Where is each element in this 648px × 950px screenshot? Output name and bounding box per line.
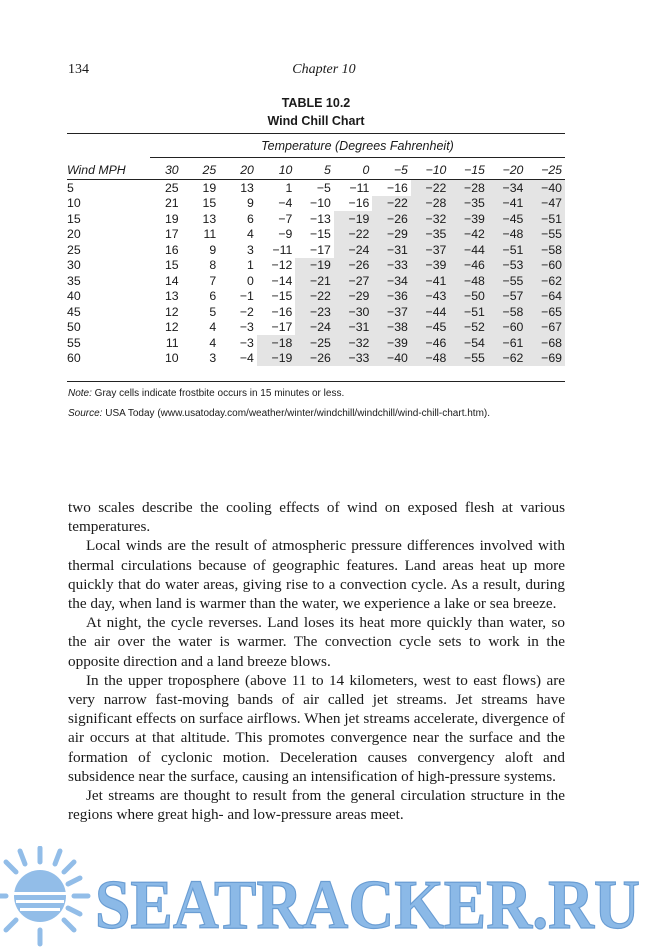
table-row bbox=[67, 258, 565, 274]
frostbite-cell: −60 bbox=[526, 258, 565, 274]
table-row bbox=[67, 335, 565, 351]
page-number: 134 bbox=[68, 62, 89, 77]
frostbite-cell: −31 bbox=[372, 242, 411, 258]
paragraph: two scales describe the cooling effects of wind on exposed flesh at various temperatures. bbox=[68, 499, 565, 536]
frostbite-cell: −44 bbox=[449, 242, 488, 258]
frostbite-cell: −61 bbox=[488, 335, 527, 351]
frostbite-cell: −40 bbox=[526, 180, 565, 196]
temp-col-header: 20 bbox=[240, 162, 254, 177]
wind-chill-cell: 7 bbox=[209, 273, 217, 288]
frostbite-cell: −22 bbox=[295, 289, 334, 305]
wind-chill-cell: −11 bbox=[349, 180, 370, 195]
temp-col-header: −5 bbox=[393, 162, 408, 177]
wind-chill-cell: −3 bbox=[239, 335, 254, 350]
wind-chill-cell: 11 bbox=[203, 227, 217, 242]
frostbite-cell: −29 bbox=[372, 227, 411, 243]
frostbite-cell: −45 bbox=[488, 211, 527, 227]
table-bottom-rule bbox=[67, 381, 565, 382]
paragraph: Local winds are the result of atmospheric pressure differences involved with thermal circulations because of geographic features. Land areas heat up more quickly that do water areas, giving rise to a convection cycle. As a result, during the day, when land is warmer than the water, we experience a lake or sea breeze. bbox=[68, 537, 565, 613]
wind-speed-cell: 20 bbox=[67, 227, 81, 242]
chapter-title: Chapter 10 bbox=[292, 62, 356, 77]
wind-chill-cell: 15 bbox=[164, 258, 179, 273]
frostbite-cell: −58 bbox=[488, 304, 527, 320]
frostbite-cell: −28 bbox=[411, 196, 450, 212]
frostbite-cell: −26 bbox=[295, 351, 334, 367]
frostbite-cell: −32 bbox=[334, 335, 373, 351]
table-row bbox=[67, 320, 565, 336]
watermark bbox=[0, 846, 648, 950]
wind-chill-cell: 9 bbox=[209, 242, 217, 257]
paragraph: At night, the cycle reverses. Land loses its heat more quickly than water, so the air over the water is warmer. The convection cycle sets to work in the opposite direction and a land breeze blows. bbox=[68, 614, 565, 670]
wind-speed-cell: 15 bbox=[67, 211, 81, 226]
wind-speed-cell: 50 bbox=[67, 320, 81, 335]
temp-col-header: −10 bbox=[425, 162, 447, 177]
temperature-group-header: Temperature (Degrees Fahrenheit) bbox=[261, 139, 454, 153]
frostbite-cell: −34 bbox=[372, 273, 411, 289]
wind-speed-cell: 55 bbox=[67, 335, 81, 350]
frostbite-cell: −33 bbox=[334, 351, 373, 367]
frostbite-cell: −60 bbox=[488, 320, 527, 336]
wind-chill-cell: −10 bbox=[310, 196, 331, 211]
temp-col-header: 0 bbox=[362, 162, 370, 177]
wind-chill-cell: −13 bbox=[310, 211, 331, 226]
temp-col-header: 25 bbox=[202, 162, 217, 177]
wind-chill-cell: 19 bbox=[164, 211, 179, 226]
frostbite-cell: −19 bbox=[295, 258, 334, 274]
table-header-row bbox=[67, 160, 565, 180]
frostbite-cell: −37 bbox=[411, 242, 450, 258]
wind-chill-cell: −2 bbox=[239, 304, 254, 319]
table-note bbox=[68, 388, 344, 399]
frostbite-cell: −26 bbox=[334, 258, 373, 274]
table-row bbox=[67, 273, 565, 289]
frostbite-cell: −40 bbox=[372, 351, 411, 367]
frostbite-cell: −25 bbox=[295, 335, 334, 351]
wind-chill-cell: 16 bbox=[164, 242, 179, 257]
frostbite-cell: −68 bbox=[526, 335, 565, 351]
wind-speed-cell: 35 bbox=[67, 273, 81, 288]
table-row bbox=[67, 351, 565, 367]
wind-chill-cell: −5 bbox=[316, 180, 331, 195]
frostbite-cell: −52 bbox=[449, 320, 488, 336]
frostbite-cell: −35 bbox=[449, 196, 488, 212]
frostbite-cell: −22 bbox=[372, 196, 411, 212]
temp-col-header: −20 bbox=[502, 162, 524, 177]
wind-chill-cell: 12 bbox=[164, 304, 179, 319]
frostbite-cell: −22 bbox=[334, 227, 373, 243]
note-text: Gray cells indicate frostbite occurs in 15 minutes or less. bbox=[91, 388, 345, 399]
table-row bbox=[67, 196, 565, 212]
wind-chill-cell: −4 bbox=[278, 196, 293, 211]
table-body bbox=[67, 180, 565, 367]
wind-chill-cell: 13 bbox=[240, 180, 254, 195]
paragraph: In the upper troposphere (above 11 to 14 kilometers, west to east flows) are very narrow fast-moving bands of air called jet streams. Jet streams have significant effects on surface airflows. When jet streams accelerate, divergence of air occurs at that altitude. This promotes convergence near the surface and the formation of cyclonic motion. Deceleration causes convergency aloft and subsidence near the surface, causing an intensification of high-pressure systems. bbox=[68, 671, 565, 785]
paragraph: Jet streams are thought to result from the general circulation structure in the regions where great high- and low-pressure areas meet. bbox=[68, 787, 565, 824]
wind-chill-cell: −16 bbox=[387, 180, 408, 195]
table-row bbox=[67, 227, 565, 243]
frostbite-cell: −24 bbox=[334, 242, 373, 258]
wind-chill-cell: 4 bbox=[247, 227, 254, 242]
source-text: USA Today (www.usatoday.com/weather/winter/windchill/windchill/wind-chill-chart.htm). bbox=[102, 408, 491, 419]
temp-col-header: 10 bbox=[278, 162, 293, 177]
table-source bbox=[68, 408, 490, 419]
frostbite-cell: −57 bbox=[488, 289, 527, 305]
frostbite-cell: −31 bbox=[334, 320, 373, 336]
source-label: Source: bbox=[68, 408, 103, 419]
wind-chill-cell: −11 bbox=[272, 242, 293, 257]
frostbite-cell: −45 bbox=[411, 320, 450, 336]
wind-chill-cell: −3 bbox=[239, 320, 254, 335]
frostbite-cell: −69 bbox=[526, 351, 565, 367]
frostbite-cell: −30 bbox=[334, 304, 373, 320]
wind-speed-cell: 60 bbox=[67, 351, 81, 366]
frostbite-cell: −37 bbox=[372, 304, 411, 320]
wind-chill-cell: 4 bbox=[209, 320, 217, 335]
frostbite-cell: −43 bbox=[411, 289, 450, 305]
wind-chill-cell: 6 bbox=[209, 289, 217, 304]
frostbite-cell: −24 bbox=[295, 320, 334, 336]
frostbite-cell: −28 bbox=[449, 180, 488, 196]
frostbite-cell: −23 bbox=[295, 304, 334, 320]
frostbite-cell: −58 bbox=[526, 242, 565, 258]
frostbite-cell: −48 bbox=[449, 273, 488, 289]
wind-chill-cell: −17 bbox=[310, 242, 331, 257]
wind-chill-cell: 3 bbox=[247, 242, 254, 257]
wind-speed-cell: 25 bbox=[67, 242, 81, 257]
table-top-rule bbox=[67, 133, 565, 134]
wind-chill-cell: −15 bbox=[271, 289, 293, 304]
wind-chill-cell: 11 bbox=[165, 335, 179, 350]
frostbite-cell: −48 bbox=[488, 227, 527, 243]
wind-chill-cell: 15 bbox=[202, 196, 217, 211]
table-number: TABLE 10.2 bbox=[281, 96, 351, 110]
wind-chill-cell: −17 bbox=[271, 320, 293, 335]
wind-chill-cell: 13 bbox=[202, 211, 217, 226]
frostbite-cell: −44 bbox=[411, 304, 450, 320]
frostbite-cell: −47 bbox=[526, 196, 565, 212]
wind-chill-cell: 21 bbox=[164, 196, 179, 211]
frostbite-cell: −41 bbox=[488, 196, 527, 212]
frostbite-cell: −67 bbox=[526, 320, 565, 336]
frostbite-cell: −33 bbox=[372, 258, 411, 274]
wind-chill-cell: 17 bbox=[164, 227, 179, 242]
frostbite-cell: −50 bbox=[449, 289, 488, 305]
watermark-text: SEATRACKER.RU bbox=[95, 867, 640, 944]
wind-chill-cell: 1 bbox=[285, 180, 293, 195]
wind-chill-cell: 0 bbox=[247, 273, 254, 288]
sun-icon bbox=[0, 848, 88, 944]
wind-mph-header: Wind MPH bbox=[67, 162, 126, 177]
table-row bbox=[67, 242, 565, 258]
frostbite-cell: −64 bbox=[526, 289, 565, 305]
frostbite-cell: −36 bbox=[372, 289, 411, 305]
frostbite-cell: −39 bbox=[449, 211, 488, 227]
wind-chill-cell: −1 bbox=[239, 289, 254, 304]
wind-chill-cell: 13 bbox=[164, 289, 179, 304]
frostbite-cell: −54 bbox=[449, 335, 488, 351]
wind-chill-cell: −9 bbox=[278, 227, 293, 242]
frostbite-cell: −55 bbox=[449, 351, 488, 367]
frostbite-cell: −51 bbox=[488, 242, 527, 258]
wind-chill-table bbox=[67, 160, 565, 366]
wind-chill-cell: −7 bbox=[278, 211, 293, 226]
wind-speed-cell: 45 bbox=[67, 304, 81, 319]
frostbite-cell: −34 bbox=[488, 180, 527, 196]
frostbite-cell: −46 bbox=[411, 335, 450, 351]
wind-chill-cell: 10 bbox=[164, 351, 179, 366]
wind-chill-cell: 3 bbox=[209, 351, 217, 366]
body-text bbox=[68, 498, 565, 824]
wind-chill-cell: 4 bbox=[209, 335, 217, 350]
frostbite-cell: −62 bbox=[488, 351, 527, 367]
frostbite-cell: −51 bbox=[526, 211, 565, 227]
frostbite-cell: −19 bbox=[257, 351, 296, 367]
table-row bbox=[67, 180, 565, 196]
frostbite-cell: −38 bbox=[372, 320, 411, 336]
wind-speed-cell: 40 bbox=[67, 289, 81, 304]
frostbite-cell: −53 bbox=[488, 258, 527, 274]
wind-chill-cell: 9 bbox=[247, 196, 254, 211]
frostbite-cell: −48 bbox=[411, 351, 450, 367]
table-row bbox=[67, 304, 565, 320]
temp-col-header: −15 bbox=[464, 162, 485, 177]
frostbite-cell: −42 bbox=[449, 227, 488, 243]
wind-chill-cell: 6 bbox=[247, 211, 254, 226]
wind-chill-cell: 25 bbox=[164, 180, 179, 195]
frostbite-cell: −27 bbox=[334, 273, 373, 289]
wind-chill-cell: 1 bbox=[247, 258, 254, 273]
frostbite-cell: −18 bbox=[257, 335, 296, 351]
frostbite-cell: −35 bbox=[411, 227, 450, 243]
frostbite-cell: −26 bbox=[372, 211, 411, 227]
frostbite-cell: −29 bbox=[334, 289, 373, 305]
wind-speed-cell: 5 bbox=[67, 180, 74, 195]
frostbite-cell: −65 bbox=[526, 304, 565, 320]
frostbite-cell: −39 bbox=[411, 258, 450, 274]
wind-speed-cell: 10 bbox=[67, 196, 81, 211]
wind-chill-cell: −12 bbox=[271, 258, 293, 273]
temp-col-header: 5 bbox=[324, 162, 331, 177]
frostbite-cell: −19 bbox=[334, 211, 373, 227]
frostbite-cell: −21 bbox=[295, 273, 334, 289]
wind-chill-cell: −4 bbox=[239, 351, 254, 366]
frostbite-cell: −41 bbox=[411, 273, 450, 289]
wind-chill-cell: −14 bbox=[271, 273, 293, 288]
frostbite-cell: −62 bbox=[526, 273, 565, 289]
wind-chill-cell: −16 bbox=[348, 196, 370, 211]
wind-speed-cell: 30 bbox=[67, 258, 81, 273]
note-label: Note: bbox=[68, 388, 92, 399]
wind-chill-cell: −16 bbox=[271, 304, 293, 319]
frostbite-cell: −55 bbox=[526, 227, 565, 243]
wind-chill-cell: 8 bbox=[209, 258, 217, 273]
group-header-rule bbox=[150, 157, 565, 158]
table-row bbox=[67, 211, 565, 227]
frostbite-cell: −55 bbox=[488, 273, 527, 289]
temp-col-header: 30 bbox=[164, 162, 179, 177]
temp-col-header: −25 bbox=[541, 162, 562, 177]
wind-chill-cell: 12 bbox=[164, 320, 179, 335]
table-row bbox=[67, 289, 565, 305]
wind-chill-cell: 19 bbox=[202, 180, 217, 195]
wind-chill-cell: −15 bbox=[310, 227, 331, 242]
frostbite-cell: −51 bbox=[449, 304, 488, 320]
frostbite-cell: −22 bbox=[411, 180, 450, 196]
table-title: Wind Chill Chart bbox=[267, 114, 365, 128]
wind-chill-cell: 5 bbox=[209, 304, 217, 319]
frostbite-cell: −46 bbox=[449, 258, 488, 274]
frostbite-cell: −32 bbox=[411, 211, 450, 227]
wind-chill-cell: 14 bbox=[164, 273, 179, 288]
frostbite-cell: −39 bbox=[372, 335, 411, 351]
